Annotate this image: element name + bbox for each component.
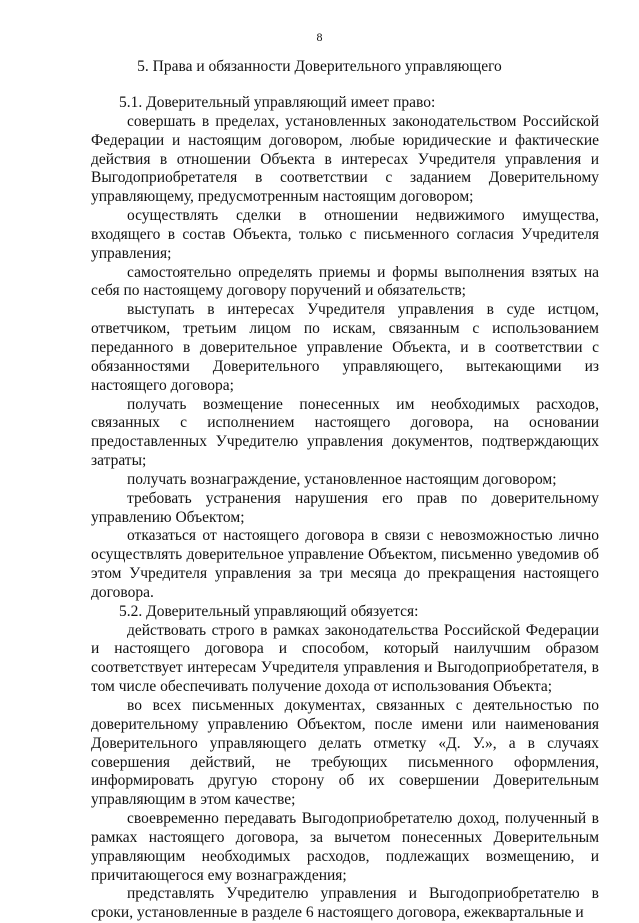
paragraph: во всех письменных документах, связанных с деятельностью по доверительному управлению Объектом, после имени или наименования Доверительного управляющего делать отметку «Д. У.», а в случаях совершения действий, не требующих письменного оформления, информировать другую сторону об их совершении Доверительным управляющим в этом качестве; [91,697,599,809]
paragraph: отказаться от настоящего договора в связи с невозможностью лично осуществлять доверительное управление Объектом, письменно уведомив об этом Учредителя управления за три месяца до прекращения настоящего договора. [91,527,599,601]
page-number: 8 [316,30,323,44]
body-text [91,94,599,923]
paragraph: представлять Учредителю управления и Выгодоприобретателю в сроки, установленные в разделе 6 настоящего договора, ежеквартальные и [91,885,599,922]
section-title: 5. Права и обязанности Доверительного управляющего [137,58,502,75]
paragraph: осуществлять сделки в отношении недвижимого имущества, входящего в состав Объекта, только с письменного согласия Учредителя управления; [91,207,599,262]
paragraph: выступать в интересах Учредителя управления в суде истцом, ответчиком, третьим лицом по искам, связанным с использованием переданного в доверительное управление Объекта, и в соответствии с обязанностями Доверительного управляющего, вытекающими из настоящего договора; [91,301,599,394]
paragraph: совершать в пределах, установленных законодательством Российской Федерации и настоящим договором, любые юридические и фактические действия в отношении Объекта в интересах Учредителя управления и Выгодоприобретателя в соответствии с заданием Доверительному управляющему, предусмотренным настоящим договором; [91,112,599,206]
paragraph: своевременно передавать Выгодоприобретателю доход, полученный в рамках настоящего договора, за вычетом понесенных Доверительным управляющим необходимых расходов, подлежащих возмещению, и причитающегося ему вознаграждения; [91,810,599,884]
clause-heading: 5.2. Доверительный управляющий обязуется: [119,602,419,620]
clause-heading: 5.1. Доверительный управляющий имеет право: [119,94,436,111]
paragraph: получать возмещение понесенных им необходимых расходов, связанных с исполнением настоящего договора, на основании предоставленных Учредителю управления документов, подтверждающих затраты; [91,395,599,470]
paragraph: получать вознаграждение, установленное настоящим договором; [127,470,557,488]
paragraph: требовать устранения нарушения его прав по доверительному управлению Объектом; [91,489,599,526]
paragraph: самостоятельно определять приемы и формы выполнения взятых на себя по настоящему договору поручений и обязательств; [91,263,599,300]
paragraph: действовать строго в рамках законодательства Российской Федерации и настоящего договора и способом, который наилучшим образом соответствует интересам Учредителя управления и Выгодоприобретателя, в том числе обеспечивать получение дохода от использования Объекта; [91,621,599,696]
